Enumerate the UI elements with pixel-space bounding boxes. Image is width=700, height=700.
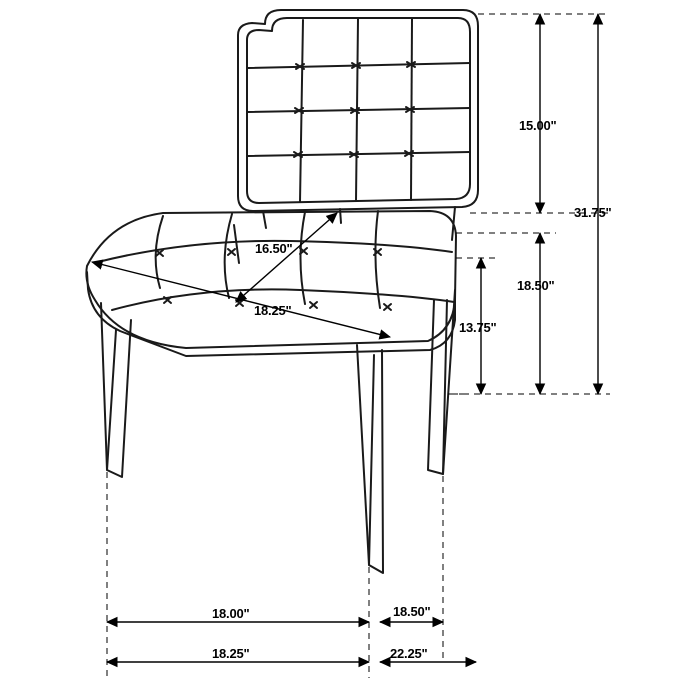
leg-front-left-inner [107,330,116,470]
seat-tuft-b [225,214,232,298]
dim-label-seat-height: 13.75" [459,320,497,335]
dim-label-front-leg-span: 18.00" [212,606,250,621]
dim-label-overall-height: 31.75" [574,205,612,220]
seat-dimple-2 [228,249,235,255]
dim-label-side-depth: 18.50" [393,604,431,619]
dim-label-seat-width: 18.25" [254,303,292,318]
dim-label-seat-to-back-height: 18.50" [517,278,555,293]
backrest-tuft-h3 [248,152,470,156]
leg-front-right-inner [369,355,374,565]
leg-rear-hidden [234,225,239,263]
seat-dimple-1 [156,250,163,256]
back-post-left [263,211,266,228]
dim-line-seat-width [92,262,390,337]
dim-label-backrest-height: 15.00" [519,118,557,133]
seat-cushion-outline [86,211,456,348]
seat-dimple-8 [384,304,391,310]
seat-dimple-7 [310,302,317,308]
dim-label-seat-depth: 16.50" [255,241,293,256]
chair-illustration [86,10,478,573]
dim-label-overall-width: 18.25" [212,646,250,661]
dim-label-overall-depth: 22.25" [390,646,428,661]
